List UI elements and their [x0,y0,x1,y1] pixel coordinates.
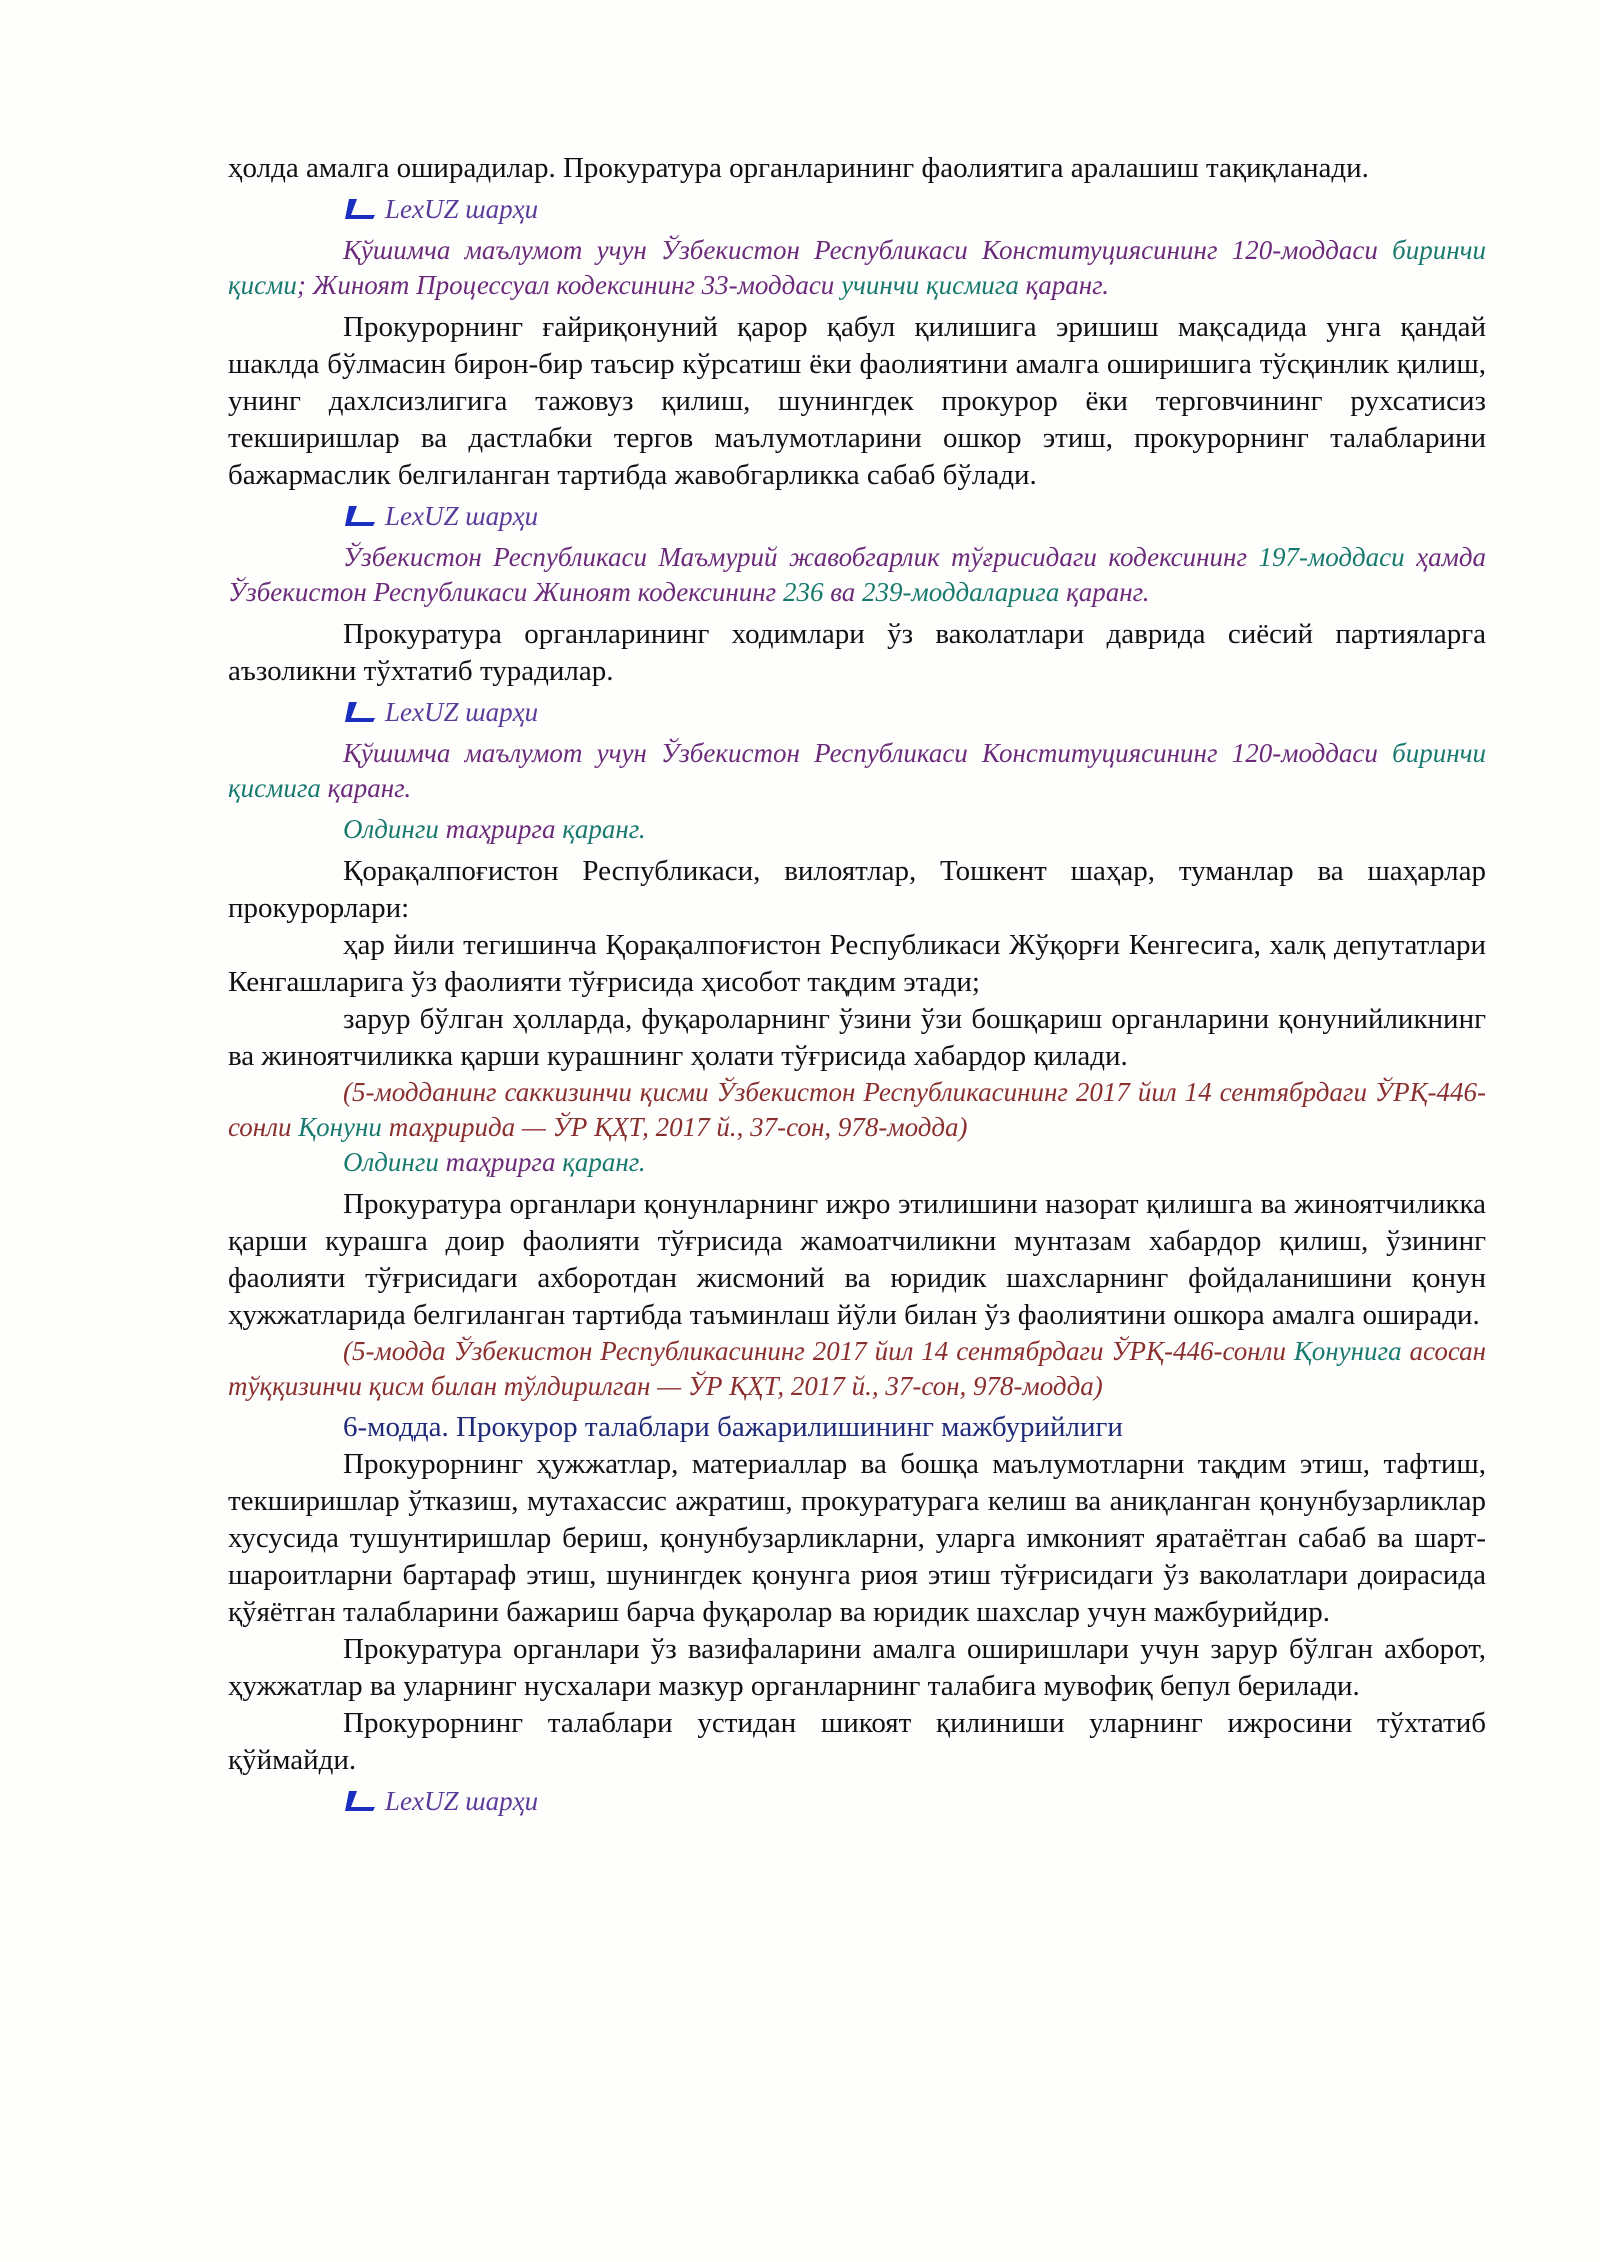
article-6-title[interactable]: 6-модда. Прокурор талаблари бажарилишининг мажбурийлиги [343,1411,1123,1443]
paragraph-1: ҳолда амалга оширадилар. Прокуратура органларининг фаолиятига аралашиш тақиқланади. [228,152,1369,184]
note-text: асосан тўққизинчи қисм билан тўлдирилган — ЎР ҚҲТ, 2017 й., 37-сон, 978-модда) [228,1336,1487,1401]
paragraph-8: Прокурорнинг ҳужжатлар, материаллар ва бошқа маълумотларни тақдим этиш, тафтиш, текширишлар ўтказиш, мутахассис ажратиш, прокуратурага келиш ва аниқланган қонунбузарликлар хусусида тушунтиришлар бериш, қонунбузарликларни, уларга имконият яратаётган сабаб ва шарт-шароитларни бартараф этиш, шунингдек қонунга риоя этиш тўғрисидаги ўз ваколатлари доирасида қўяётган талабларини бажариш барча фуқаролар ва юридик шахслар учун мажбурийдир. [228,1448,1486,1628]
note-text: қаранг. [1018,270,1110,300]
note-text: қаранг. [555,814,646,844]
note-text: қаранг. [555,1147,646,1177]
paragraph-6: зарур бўлган ҳолларда, фуқароларнинг ўзини ўзи бошқариш органларини қонунийликнинг ва жиноятчиликка қарши курашнинг ҳолати тўғрисида хабардор қилади. [228,1003,1486,1072]
lexuz-comment-label: LexUZ шарҳи [385,1785,539,1816]
paragraph-3: Прокуратура органларининг ходимлари ўз ваколатлари даврида сиёсий партияларга аъзоликни тўхтатиб турадилар. [228,618,1486,687]
note-5 [228,1334,1486,1404]
note-text: қаранг. [1059,577,1150,607]
note-link-first-part[interactable]: биринчи қисмига [228,738,1486,803]
note-link-law[interactable]: Қонуни [298,1112,382,1142]
note-text: ҳамда Ўзбекистон Республикаси Жиноят кодексининг [228,542,1486,607]
paragraph-9: Прокуратура органлари ўз вазифаларини амалга оширишлари учун зарур бўлган ахборот, ҳужжатлар ва уларнинг нусхалари мазкур органларнинг талабига мувофиқ бепул берилади. [228,1633,1486,1702]
paragraph-7: Прокуратура органлари қонунларнинг ижро этилишини назорат қилишга ва жиноятчиликка қарши курашга доир фаолияти тўғрисида жамоатчиликни мунтазам хабардор қилиш, ўзининг фаолияти тўғрисидаги ахборотдан жисмоний ва юридик шахсларнинг фойдаланишини қонун ҳужжатларида белгиланган тартибда таъминлаш йўли билан ўз фаолиятини ошкора амалга оширади. [228,1188,1486,1331]
paragraph-10: Прокурорнинг талаблари устидан шикоят қилиниши уларнинг ижросини тўхтатиб қўймайди. [228,1707,1486,1776]
previous-edition-note-2 [228,1145,1486,1180]
note-link-239[interactable]: 239-моддаларига [862,577,1060,607]
note-1 [228,233,1486,303]
note-text: (5-модда Ўзбекистон Республикасининг 2017 йил 14 сентябрдаги ЎРҚ-446-сонли [343,1336,1294,1366]
paragraph-5: ҳар йили тегишинча Қорақалпоғистон Республикаси Жўқорғи Кенгесига, халқ депутатлари Кенгашларига ўз фаолияти тўғрисида ҳисобот тақдим этади; [228,929,1486,998]
lexuz-logo-icon [343,1789,377,1813]
document-page [228,150,1486,1825]
note-link-236[interactable]: 236 [782,577,824,607]
note-link-law[interactable]: Қонунига [1293,1336,1402,1366]
note-2 [228,540,1486,610]
lexuz-logo-icon [343,700,377,724]
lexuz-comment-label: LexUZ шарҳи [385,193,539,224]
note-text: Қўшимча маълумот учун Ўзбекистон Республикаси Конституциясининг 120-моддаси [343,738,1393,768]
note-text: Олдинги [343,1147,446,1177]
lexuz-logo-icon [343,197,377,221]
note-text: (5-модданинг саккизинчи қисми Ўзбекистон Республикасининг 2017 йил 14 сентябрдаги ЎРҚ-446-сонли [228,1077,1486,1142]
note-text: ; Жиноят Процессуал кодексининг 33-моддаси [296,270,842,300]
note-text: ва [823,577,862,607]
note-text: Олдинги [343,814,446,844]
lexuz-logo-icon [343,504,377,528]
note-text: қаранг. [320,773,412,803]
previous-edition-note-1 [228,812,1486,847]
note-text: таҳририда — ЎР ҚҲТ, 2017 й., 37-сон, 978-модда) [381,1112,968,1142]
previous-edition-link[interactable]: таҳрирга [445,1147,556,1177]
note-link-197[interactable]: 197-моддаси [1258,542,1405,572]
lexuz-comment-link-2[interactable] [343,496,1486,536]
note-3 [228,736,1486,806]
previous-edition-link[interactable]: таҳрирга [445,814,556,844]
note-4 [228,1075,1486,1145]
paragraph-2: Прокурорнинг ғайриқонуний қарор қабул қилишига эришиш мақсадида унга қандай шаклда бўлмасин бирон-бир таъсир кўрсатиш ёки фаолиятини амалга оширишига тўсқинлик қилиш, унинг дахлсизлигига тажовуз қилиш, шунингдек прокурор ёки терговчининг рухсатисиз текширишлар ва дастлабки тергов маълумотларини ошкор этиш, прокурорнинг талабларини бажармаслик белгиланган тартибда жавобгарликка сабаб бўлади. [228,311,1486,491]
lexuz-comment-link-4[interactable] [343,1781,1486,1821]
lexuz-comment-label: LexUZ шарҳи [385,696,539,727]
paragraph-4: Қорақалпоғистон Республикаси, вилоятлар, Тошкент шаҳар, туманлар ва шаҳарлар прокурорлари: [228,855,1486,924]
lexuz-comment-link-3[interactable] [343,692,1486,732]
note-link-first-part[interactable]: биринчи қисми [228,235,1486,300]
lexuz-comment-link-1[interactable] [343,189,1486,229]
note-text: Ўзбекистон Республикаси Маъмурий жавобгарлик тўғрисидаги кодексининг [343,542,1259,572]
note-link-third-part[interactable]: учинчи қисмига [841,270,1019,300]
note-text: Қўшимча маълумот учун Ўзбекистон Республикаси Конституциясининг 120-моддаси [343,235,1393,265]
lexuz-comment-label: LexUZ шарҳи [385,500,539,531]
